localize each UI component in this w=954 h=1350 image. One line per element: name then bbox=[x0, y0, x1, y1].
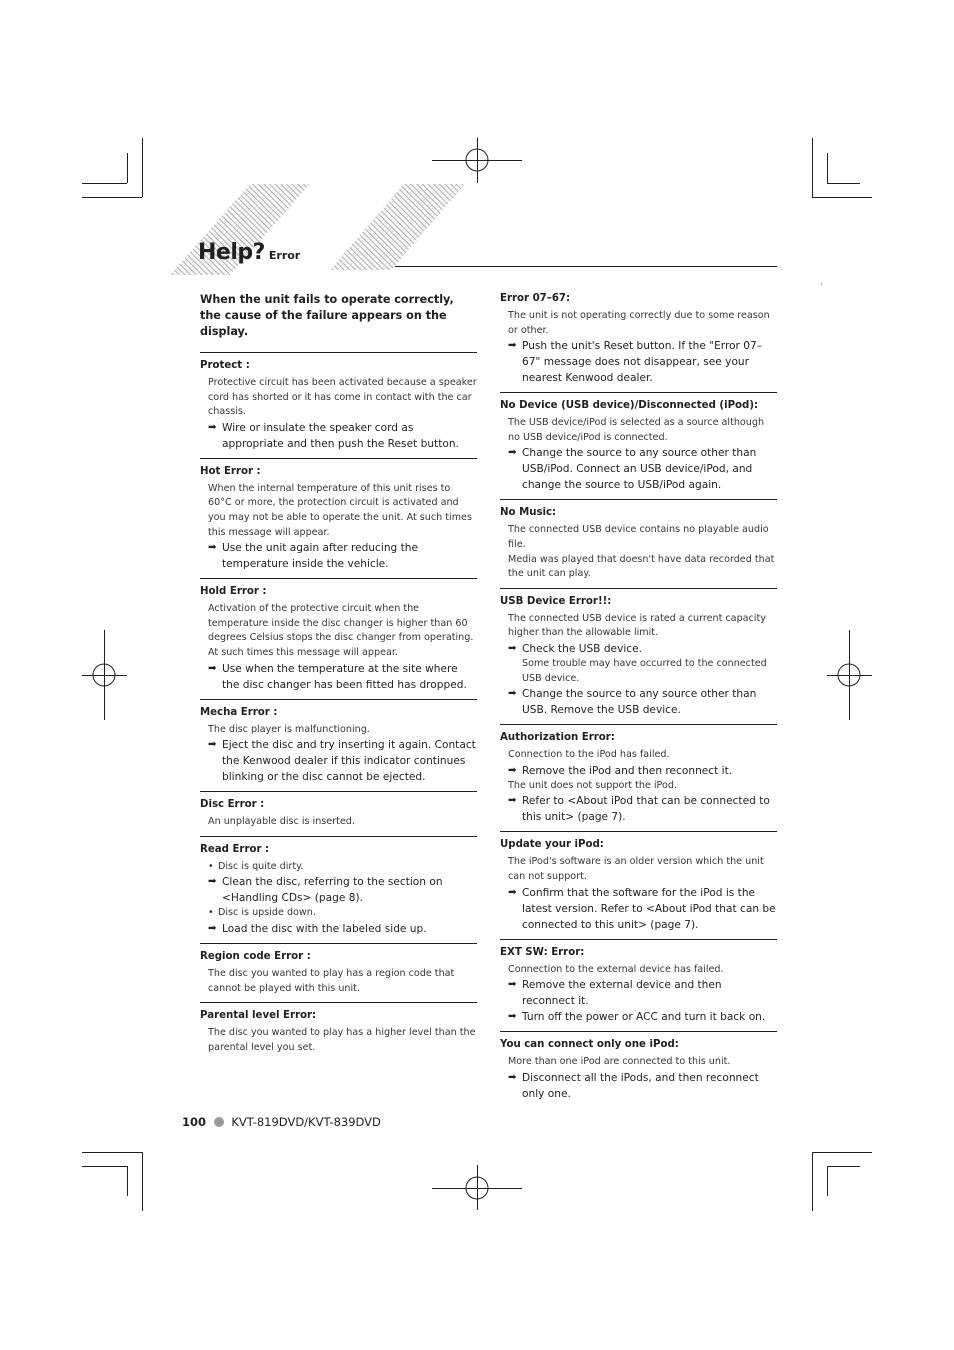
item-text: Change the source to any source other than USB/iPod. Connect an USB device/iPod, and change the source to USB/iPod again. bbox=[522, 447, 757, 492]
error-section bbox=[200, 943, 477, 1002]
description-text: Activation of the protective circuit when the temperature inside the disc changer is higher than 60 degrees Celsius stops the disc changer from operating. At such times this message will appear. bbox=[208, 603, 474, 658]
arrow-icon: ➡ bbox=[208, 922, 217, 934]
error-title: Disc Error : bbox=[200, 799, 265, 811]
cause-bullet bbox=[200, 906, 477, 921]
remedy-item bbox=[200, 420, 477, 452]
error-title: Read Error : bbox=[200, 843, 270, 855]
description-text: The USB device/iPod is selected as a source although no USB device/iPod is connected. bbox=[508, 417, 765, 443]
error-section bbox=[500, 1031, 777, 1108]
description-text: The iPod's software is an older version which the unit can not support. bbox=[508, 856, 764, 882]
page-number: 100 bbox=[182, 1115, 207, 1129]
error-title: You can connect only one iPod: bbox=[500, 1039, 679, 1051]
item-text: Use when the temperature at the site where the disc changer has been fitted has dropped. bbox=[222, 662, 467, 691]
item-text: Use the unit again after reducing the temperature inside the vehicle. bbox=[222, 542, 419, 571]
item-text: Remove the external device and then reconnect it. bbox=[522, 979, 722, 1008]
error-title: No Music: bbox=[500, 507, 557, 519]
remedy-item bbox=[500, 686, 777, 718]
error-title: No Device (USB device)/Disconnected (iPod): bbox=[500, 400, 759, 412]
error-section bbox=[500, 588, 777, 724]
error-title: EXT SW: Error: bbox=[500, 946, 585, 958]
arrow-icon: ➡ bbox=[208, 662, 217, 674]
model-name: KVT-819DVD/KVT-839DVD bbox=[231, 1115, 381, 1129]
error-title: Hold Error : bbox=[200, 586, 267, 598]
description-text: More than one iPod are connected to this unit. bbox=[508, 1056, 731, 1068]
page-title bbox=[198, 240, 300, 265]
right-error-list bbox=[500, 292, 777, 1108]
error-title: Region code Error : bbox=[200, 950, 311, 962]
remedy-item bbox=[500, 763, 777, 779]
remedy-item bbox=[500, 445, 777, 493]
remedy-item bbox=[500, 1009, 777, 1025]
arrow-icon: ➡ bbox=[508, 1011, 517, 1023]
description-text: When the internal temperature of this unit rises to 60°C or more, the protection circuit is activated and you may not be able to operate the unit. At such times this message will appear. bbox=[208, 482, 472, 538]
description-text: The connected USB device contains no playable audio file. bbox=[508, 524, 769, 550]
arrow-icon: ➡ bbox=[508, 795, 517, 807]
description-text: An unplayable disc is inserted. bbox=[208, 816, 355, 828]
left-error-list bbox=[200, 352, 477, 1061]
error-section bbox=[200, 836, 477, 943]
remedy-item bbox=[200, 737, 477, 785]
error-title: Protect : bbox=[200, 360, 250, 371]
description-text: The unit does not support the iPod. bbox=[508, 779, 677, 791]
item-text: Remove the iPod and then reconnect it. bbox=[522, 764, 733, 777]
error-section bbox=[200, 1002, 477, 1061]
footer-dot-icon bbox=[214, 1117, 224, 1127]
description-text: Protective circuit has been activated because a speaker cord has shorted or it has come in contact with the car chassis. bbox=[208, 377, 477, 418]
remedy-item bbox=[200, 921, 477, 937]
error-section bbox=[500, 292, 777, 392]
error-title: Mecha Error : bbox=[200, 706, 278, 718]
description-text: The connected USB device is rated a current capacity higher than the allowable limit. bbox=[508, 612, 766, 639]
item-text: Clean the disc, referring to the section on <Handling CDs> (page 8). bbox=[222, 876, 443, 905]
cause-bullet bbox=[200, 860, 477, 875]
item-text: Check the USB device. bbox=[522, 642, 642, 655]
footer bbox=[182, 1115, 381, 1129]
arrow-icon: ➡ bbox=[208, 876, 217, 888]
description-text: Connection to the external device has failed. bbox=[508, 963, 724, 975]
error-title: Update your iPod: bbox=[500, 839, 604, 851]
item-text: Refer to <About iPod that can be connected to this unit> (page 7). bbox=[522, 795, 770, 824]
remedy-item bbox=[500, 793, 777, 825]
bullet-icon: • bbox=[208, 860, 214, 872]
description-text: The unit is not operating correctly due to some reason or other. bbox=[508, 310, 770, 336]
error-section bbox=[200, 791, 477, 836]
error-section bbox=[200, 699, 477, 792]
remedy-item bbox=[200, 874, 477, 906]
item-text: Wire or insulate the speaker cord as appropriate and then push the Reset button. bbox=[222, 421, 459, 450]
error-section bbox=[500, 392, 777, 499]
error-section bbox=[200, 352, 477, 458]
item-text: Push the unit's Reset button. If the "Error 07–67" message does not disappear, see your nearest Kenwood dealer. bbox=[522, 340, 763, 385]
description-text: Connection to the iPod has failed. bbox=[508, 749, 670, 761]
intro-text: When the unit fails to operate correctly, the cause of the failure appears on the display. bbox=[200, 293, 454, 338]
error-title: Error 07–67: bbox=[500, 293, 571, 304]
left-column bbox=[200, 292, 477, 1061]
page-title-sub: Error bbox=[268, 249, 301, 262]
error-section bbox=[500, 724, 777, 831]
description-text: The disc you wanted to play has a region code that cannot be played with this unit. bbox=[208, 967, 455, 994]
remedy-item bbox=[500, 885, 777, 933]
arrow-icon: ➡ bbox=[208, 542, 217, 554]
arrow-icon: ➡ bbox=[508, 979, 517, 991]
item-text: Disconnect all the iPods, and then reconnect only one. bbox=[522, 1071, 759, 1100]
item-text: Disc is quite dirty. bbox=[218, 860, 304, 872]
description-text: The disc player is malfunctioning. bbox=[208, 723, 370, 735]
arrow-icon: ➡ bbox=[508, 688, 517, 700]
arrow-icon: ➡ bbox=[208, 421, 217, 433]
error-section bbox=[200, 458, 477, 578]
arrow-icon: ➡ bbox=[208, 739, 217, 751]
remedy-item bbox=[200, 661, 477, 693]
arrow-icon: ➡ bbox=[508, 340, 517, 352]
error-title: Parental level Error: bbox=[200, 1010, 317, 1022]
error-title: Authorization Error: bbox=[500, 732, 615, 744]
arrow-icon: ➡ bbox=[508, 642, 517, 654]
description-text: The disc you wanted to play has a higher level than the parental level you set. bbox=[208, 1027, 476, 1053]
error-section bbox=[500, 939, 777, 1032]
remedy-item bbox=[500, 1070, 777, 1102]
error-section bbox=[200, 578, 477, 698]
item-text: Load the disc with the labeled side up. bbox=[222, 922, 427, 935]
remedy-item bbox=[500, 641, 777, 657]
bullet-icon: • bbox=[208, 907, 214, 919]
error-section bbox=[500, 499, 777, 587]
error-title: USB Device Error!!: bbox=[500, 595, 612, 607]
item-text: Change the source to any source other than USB. Remove the USB device. bbox=[522, 688, 757, 717]
arrow-icon: ➡ bbox=[508, 886, 517, 898]
right-column bbox=[500, 292, 777, 1108]
item-text: Eject the disc and try inserting it again. Contact the Kenwood dealer if this indicator continues blinking or the disc cannot be ejected. bbox=[222, 739, 476, 784]
item-text: Turn off the power or ACC and turn it back on. bbox=[522, 1011, 766, 1024]
remedy-item bbox=[200, 540, 477, 572]
note-text: Some trouble may have occurred to the connected USB device. bbox=[522, 657, 767, 684]
error-title: Hot Error : bbox=[200, 465, 261, 477]
error-section bbox=[500, 831, 777, 938]
side-mark: ‹ bbox=[820, 280, 823, 288]
arrow-icon: ➡ bbox=[508, 447, 517, 459]
item-text: Disc is upside down. bbox=[218, 907, 316, 919]
arrow-icon: ➡ bbox=[508, 764, 517, 776]
arrow-icon: ➡ bbox=[508, 1071, 517, 1083]
page-title-main: Help? bbox=[198, 240, 265, 265]
remedy-item bbox=[500, 977, 777, 1009]
item-text: Confirm that the software for the iPod is the latest version. Refer to <About iPod that can be connected to this unit> (page 7). bbox=[522, 886, 776, 931]
description-text: Media was played that doesn't have data recorded that the unit can play. bbox=[508, 553, 775, 580]
remedy-item bbox=[500, 338, 777, 386]
